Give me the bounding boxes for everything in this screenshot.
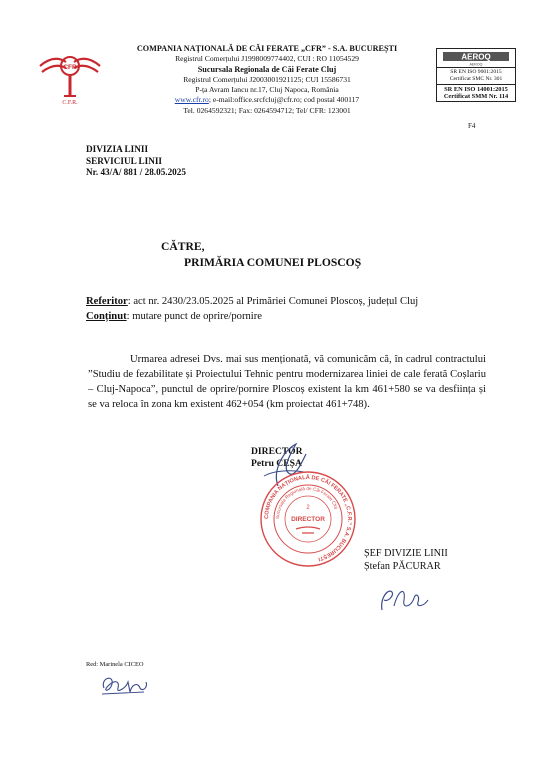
trade-register: Registrul Comerțului J1998009774402, CUI : RO 11054529	[175, 54, 359, 64]
stamp-number: 2	[306, 505, 310, 511]
chief-block	[364, 547, 448, 574]
iso-9001	[437, 67, 515, 84]
phone-line: Tel. 0264592321; Fax: 0264594712; Tel/ CFR: 123001	[183, 105, 351, 115]
stamp-inner-text: Sucursala Regională de Căi Ferate Cluj	[274, 485, 340, 520]
stamp-ring-text: COMPANIA NAȚIONALĂ DE CĂI FERATE „C.F.R.” S.A. BUCUREȘTI	[263, 474, 353, 562]
content-text: : mutare punct de oprire/pornire	[126, 310, 262, 322]
address: P-ța Avram Iancu nr.17, Cluj Napoca, România	[195, 85, 339, 95]
to-label: CĂTRE,	[161, 240, 205, 253]
aeroq-logo	[437, 49, 515, 67]
registration-number: Nr. 43/A/ 881 / 28.05.2025	[86, 167, 186, 177]
logo-text: C.F.R.	[62, 100, 78, 106]
iso-9001-cert: Certificat SMC Nr. 301	[449, 75, 503, 82]
content-label: Conținut	[86, 310, 127, 322]
branch-name: Sucursala Regionala de Căi Ferate Cluj	[197, 64, 337, 74]
company-name: COMPANIA NAȚIONALĂ DE CĂI FERATE „CFR” - S.A. BUCUREȘTI	[136, 44, 398, 53]
content-line	[86, 310, 486, 325]
chief-signature	[368, 580, 438, 620]
contact-line	[104, 95, 430, 105]
contact-details: ; e-mail:office.srcfcluj@cfr.ro; cod postal 400117	[208, 95, 360, 105]
branch-register: Registrul Comerțului J2003001921125; CUI 15586731	[183, 74, 351, 84]
reference-label: Referitor	[86, 296, 128, 307]
cfr-logo	[38, 44, 102, 106]
certification-box	[436, 48, 516, 102]
reference-block	[86, 295, 486, 324]
form-code: F4	[468, 122, 476, 130]
official-stamp	[258, 469, 358, 569]
reference-line	[86, 295, 486, 310]
aeroq-brand: AEROQ	[461, 52, 491, 62]
recipient-name: PRIMĂRIA COMUNEI PLOSCOȘ	[184, 256, 362, 269]
body-paragraph: Urmarea adresei Dvs. mai sus menționată, vă comunicăm că, în cadrul contractului ”Studiu de fezabilitate și Proiectului Tehnic pentru modernizarea liniei de cale ferată Coșlariu – Cluj-Napoca”, punctul de oprire/pornire Ploscoș existent la km 461+580 se va desființa și se va reloca în zona km existent 462+054 (km proiectat 461+748).	[88, 354, 486, 410]
service: SERVICIUL LINII	[86, 155, 163, 166]
director-name: Petru CEȘA	[251, 458, 302, 469]
letterhead	[104, 44, 430, 116]
division: DIVIZIA LINII	[86, 144, 149, 154]
drafter-signature	[94, 670, 154, 700]
sender-block	[86, 144, 186, 179]
iso-9001-standard: SR EN ISO 9001:2015	[450, 69, 502, 75]
reference-text: : act nr. 2430/23.05.2025 al Primăriei Comunei Ploscoș, județul Cluj	[127, 296, 419, 307]
director-title: DIRECTOR	[251, 446, 303, 457]
recipient-block	[161, 239, 361, 271]
stamp-center: DIRECTOR	[291, 516, 325, 523]
chief-title: ȘEF DIVIZIE LINII	[364, 548, 448, 559]
svg-text:CFR: CFR	[63, 64, 77, 71]
drafted-by: Red: Marinela CICEO	[86, 661, 144, 668]
aeroq-sub: AEROQ	[469, 62, 483, 67]
letter-body	[88, 352, 486, 412]
chief-name: Ștefan PĂCURAR	[364, 561, 441, 573]
website-link[interactable]: www.cfr.ro	[174, 95, 209, 105]
iso-14001: SR EN ISO 14001:2015 Certificat SMM Nr. 114	[437, 84, 515, 102]
